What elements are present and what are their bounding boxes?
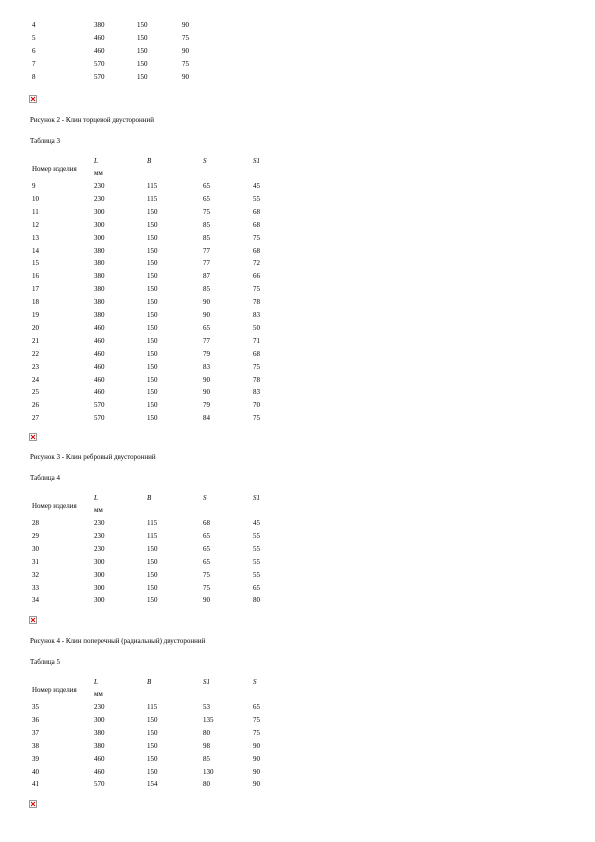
table-cell: 230 [94, 182, 105, 190]
table-cell: 300 [94, 220, 105, 229]
table-cell: 115 [147, 182, 158, 190]
header-cell: S1 [203, 678, 210, 686]
table-cell: 460 [94, 754, 105, 763]
table-cell: 380 [94, 728, 105, 737]
table-cell: 90 [253, 754, 260, 763]
table-cell: 90 [203, 311, 210, 319]
figure-caption: Рисунок 3 - Клин ребровый двусторонний [30, 453, 156, 461]
table-cell: 150 [147, 207, 158, 216]
table-row [0, 71, 595, 83]
table-cell: 150 [147, 583, 158, 592]
table-cell: 75 [203, 583, 210, 592]
header-cell: B [147, 678, 152, 686]
table-cell: 55 [253, 544, 260, 553]
table-cell: 85 [203, 220, 210, 229]
table-cell: 55 [253, 531, 260, 540]
table-cell: 45 [253, 182, 260, 190]
table-cell: 72 [253, 259, 260, 268]
table-cell: 150 [147, 298, 158, 307]
table-cell: 71 [253, 336, 260, 345]
table-cell: 570 [94, 780, 105, 789]
table-row [0, 714, 595, 726]
table-cell: 16 [32, 272, 39, 281]
table-cell: 230 [94, 194, 105, 203]
table-cell: 150 [147, 570, 158, 579]
table-cell: 68 [203, 519, 210, 527]
table-cell: 90 [182, 47, 189, 55]
table-cell: 80 [253, 596, 260, 605]
table-cell: 150 [147, 557, 158, 566]
table-cell: 98 [203, 741, 210, 750]
table-cell: 65 [253, 583, 260, 592]
header-cell: Номер изделия [32, 502, 77, 510]
table-cell: 83 [253, 311, 260, 319]
table-cell: 150 [137, 73, 148, 81]
table-cell: 13 [32, 233, 39, 242]
table-cell: 75 [182, 34, 189, 42]
table-cell: 65 [253, 703, 260, 711]
table-cell: 78 [253, 375, 260, 384]
table-cell: 29 [32, 531, 39, 540]
table-cell: 90 [203, 388, 210, 397]
table-cell: 75 [253, 414, 260, 423]
table-cell: 150 [147, 220, 158, 229]
table-cell: 150 [147, 272, 158, 281]
table-cell: 77 [203, 259, 210, 268]
table-cell: 11 [32, 207, 39, 216]
table-row [0, 270, 595, 282]
table-row [0, 361, 595, 373]
table-cell: 150 [147, 375, 158, 384]
table-cell: 150 [147, 754, 158, 763]
table-cell: 115 [147, 519, 158, 527]
table-title: Таблица 3 [30, 137, 60, 145]
table-row [0, 257, 595, 269]
table-row [0, 386, 595, 398]
table-cell: 36 [32, 715, 39, 724]
table-row [0, 348, 595, 360]
table-cell: 380 [94, 272, 105, 281]
table-cell: 150 [147, 246, 158, 255]
table-cell: 380 [94, 259, 105, 268]
table-cell: 85 [203, 233, 210, 242]
table-cell: 4 [32, 21, 36, 29]
table-row [0, 245, 595, 257]
table-cell: 75 [253, 285, 260, 294]
table-cell: 65 [203, 557, 210, 566]
header-cell: Номер изделия [32, 686, 77, 694]
table-row [0, 399, 595, 411]
table-cell: 230 [94, 531, 105, 540]
table-cell: 20 [32, 323, 39, 332]
table-row [0, 232, 595, 244]
table-cell: 150 [147, 741, 158, 750]
table-cell: 23 [32, 362, 39, 371]
table-cell: 80 [203, 780, 210, 789]
table-row [0, 727, 595, 739]
table-cell: 150 [147, 311, 158, 319]
table-cell: 70 [253, 401, 260, 410]
table-cell: 9 [32, 182, 36, 190]
table-cell: 380 [94, 741, 105, 750]
table-cell: 8 [32, 73, 36, 81]
table-cell: 300 [94, 207, 105, 216]
table-cell: 77 [203, 246, 210, 255]
table-cell: 570 [94, 60, 105, 68]
table-row [0, 530, 595, 542]
table-cell: 65 [203, 182, 210, 190]
table-cell: 150 [147, 414, 158, 423]
table-cell: 75 [253, 728, 260, 737]
table-row [0, 701, 595, 713]
table-cell: 32 [32, 570, 39, 579]
table-cell: 75 [253, 233, 260, 242]
table-cell: 19 [32, 311, 39, 319]
table-row [0, 582, 595, 594]
table-cell: 150 [137, 21, 148, 29]
table-cell: 77 [203, 336, 210, 345]
table-cell: 41 [32, 780, 39, 789]
table-cell: 30 [32, 544, 39, 553]
table-cell: 154 [147, 780, 158, 789]
table-cell: 460 [94, 767, 105, 776]
table-cell: 6 [32, 47, 36, 55]
table-cell: 53 [203, 703, 210, 711]
table-cell: 150 [137, 47, 148, 55]
table-cell: 65 [203, 194, 210, 203]
header-cell: S1 [253, 494, 260, 502]
table-cell: 55 [253, 557, 260, 566]
table-cell: 68 [253, 207, 260, 216]
table-cell: 75 [203, 207, 210, 216]
header-cell: Номер изделия [32, 165, 77, 173]
table-cell: 135 [203, 715, 214, 724]
table-row [0, 517, 595, 529]
table-cell: 90 [203, 596, 210, 605]
table-cell: 34 [32, 596, 39, 605]
header-cell: S [203, 494, 207, 502]
table-cell: 26 [32, 401, 39, 410]
table-cell: 55 [253, 570, 260, 579]
table-cell: 90 [253, 767, 260, 776]
table-cell: 460 [94, 336, 105, 345]
table-cell: 65 [203, 323, 210, 332]
table-cell: 150 [147, 544, 158, 553]
table-cell: 45 [253, 519, 260, 527]
table-cell: 460 [94, 34, 105, 42]
table-cell: 150 [147, 728, 158, 737]
table-cell: 80 [203, 728, 210, 737]
table-cell: 68 [253, 349, 260, 358]
table-cell: 115 [147, 531, 158, 540]
broken-image-icon [29, 616, 37, 624]
table-cell: 22 [32, 349, 39, 358]
table-cell: 90 [253, 741, 260, 750]
broken-image-icon [29, 433, 37, 441]
table-title: Таблица 4 [30, 474, 60, 482]
table-cell: 150 [147, 362, 158, 371]
table-cell: 300 [94, 233, 105, 242]
header-unit: мм [94, 169, 103, 177]
table-cell: 78 [253, 298, 260, 307]
table-cell: 21 [32, 336, 39, 345]
table-cell: 380 [94, 285, 105, 294]
table-cell: 300 [94, 715, 105, 724]
table-cell: 90 [182, 73, 189, 81]
table-cell: 570 [94, 414, 105, 423]
table-cell: 75 [203, 570, 210, 579]
table-row [0, 322, 595, 334]
table-cell: 18 [32, 298, 39, 307]
table-row [0, 412, 595, 424]
table-cell: 115 [147, 194, 158, 203]
broken-image-icon [29, 95, 37, 103]
table-row [0, 556, 595, 568]
header-cell: S [203, 157, 207, 165]
table-cell: 68 [253, 246, 260, 255]
header-cell: B [147, 157, 152, 165]
table-cell: 150 [147, 388, 158, 397]
table-cell: 39 [32, 754, 39, 763]
table-row [0, 569, 595, 581]
table-cell: 460 [94, 362, 105, 371]
table-cell: 65 [203, 544, 210, 553]
table-cell: 15 [32, 259, 39, 268]
table-cell: 75 [182, 60, 189, 68]
table-cell: 10 [32, 194, 39, 203]
table-row [0, 740, 595, 752]
table-cell: 68 [253, 220, 260, 229]
table-cell: 38 [32, 741, 39, 750]
header-unit: мм [94, 690, 103, 698]
table-cell: 460 [94, 349, 105, 358]
table-cell: 115 [147, 703, 158, 711]
table-cell: 55 [253, 194, 260, 203]
table-cell: 300 [94, 596, 105, 605]
table-cell: 90 [203, 298, 210, 307]
table-cell: 570 [94, 73, 105, 81]
table-cell: 24 [32, 375, 39, 384]
table-cell: 150 [137, 60, 148, 68]
table-row [0, 594, 595, 606]
table-cell: 150 [147, 401, 158, 410]
table-cell: 90 [203, 375, 210, 384]
table-row [0, 58, 595, 70]
table-cell: 380 [94, 21, 105, 29]
table-cell: 230 [94, 519, 105, 527]
table-cell: 87 [203, 272, 210, 281]
table-cell: 40 [32, 767, 39, 776]
table-cell: 300 [94, 557, 105, 566]
table-cell: 150 [147, 285, 158, 294]
table-cell: 65 [203, 531, 210, 540]
table-cell: 79 [203, 401, 210, 410]
table-cell: 130 [203, 767, 214, 776]
broken-image-icon [29, 800, 37, 808]
table-cell: 35 [32, 703, 39, 711]
table-cell: 75 [253, 362, 260, 371]
table-cell: 460 [94, 388, 105, 397]
header-cell: L [94, 678, 98, 686]
table-cell: 83 [203, 362, 210, 371]
table-cell: 85 [203, 754, 210, 763]
table-cell: 66 [253, 272, 260, 281]
table-cell: 150 [137, 34, 148, 42]
table-cell: 90 [182, 21, 189, 29]
table-cell: 7 [32, 60, 36, 68]
table-cell: 33 [32, 583, 39, 592]
table-cell: 50 [253, 323, 260, 332]
header-cell: B [147, 494, 152, 502]
table-row [0, 296, 595, 308]
table-cell: 17 [32, 285, 39, 294]
table-row [0, 32, 595, 44]
table-cell: 37 [32, 728, 39, 737]
table-cell: 230 [94, 703, 105, 711]
table-cell: 90 [253, 780, 260, 789]
table-title: Таблица 5 [30, 658, 60, 666]
table-cell: 84 [203, 414, 210, 423]
header-cell: S1 [253, 157, 260, 165]
table-cell: 380 [94, 311, 105, 319]
table-cell: 150 [147, 715, 158, 724]
table-cell: 460 [94, 375, 105, 384]
table-cell: 230 [94, 544, 105, 553]
table-cell: 150 [147, 336, 158, 345]
table-row [0, 283, 595, 295]
table-cell: 75 [253, 715, 260, 724]
table-cell: 83 [253, 388, 260, 397]
table-cell: 150 [147, 323, 158, 332]
table-cell: 300 [94, 583, 105, 592]
table-cell: 79 [203, 349, 210, 358]
table-cell: 85 [203, 285, 210, 294]
table-row [0, 180, 595, 192]
table-cell: 150 [147, 349, 158, 358]
header-cell: L [94, 494, 98, 502]
table-row [0, 193, 595, 205]
table-row [0, 219, 595, 231]
table-row [0, 766, 595, 778]
table-row [0, 753, 595, 765]
table-cell: 28 [32, 519, 39, 527]
header-unit: мм [94, 506, 103, 514]
table-row [0, 543, 595, 555]
table-row [0, 374, 595, 386]
table-row [0, 335, 595, 347]
table-cell: 300 [94, 570, 105, 579]
table-cell: 150 [147, 259, 158, 268]
table-cell: 25 [32, 388, 39, 397]
table-cell: 12 [32, 220, 39, 229]
table-cell: 380 [94, 298, 105, 307]
table-cell: 5 [32, 34, 36, 42]
figure-caption: Рисунок 4 - Клин поперечный (радиальный) двусторонний [30, 637, 206, 645]
header-cell: L [94, 157, 98, 165]
table-cell: 570 [94, 401, 105, 410]
header-cell: S [253, 678, 257, 686]
table-row [0, 45, 595, 57]
table-cell: 460 [94, 323, 105, 332]
figure-caption: Рисунок 2 - Клин торцевой двусторонний [30, 116, 155, 124]
table-cell: 27 [32, 414, 39, 423]
table-cell: 150 [147, 596, 158, 605]
table-row [0, 206, 595, 218]
table-cell: 14 [32, 246, 39, 255]
table-cell: 150 [147, 233, 158, 242]
table-cell: 460 [94, 47, 105, 55]
table-row [0, 19, 595, 31]
table-cell: 380 [94, 246, 105, 255]
table-row [0, 778, 595, 790]
table-row [0, 309, 595, 321]
table-cell: 31 [32, 557, 39, 566]
table-cell: 150 [147, 767, 158, 776]
